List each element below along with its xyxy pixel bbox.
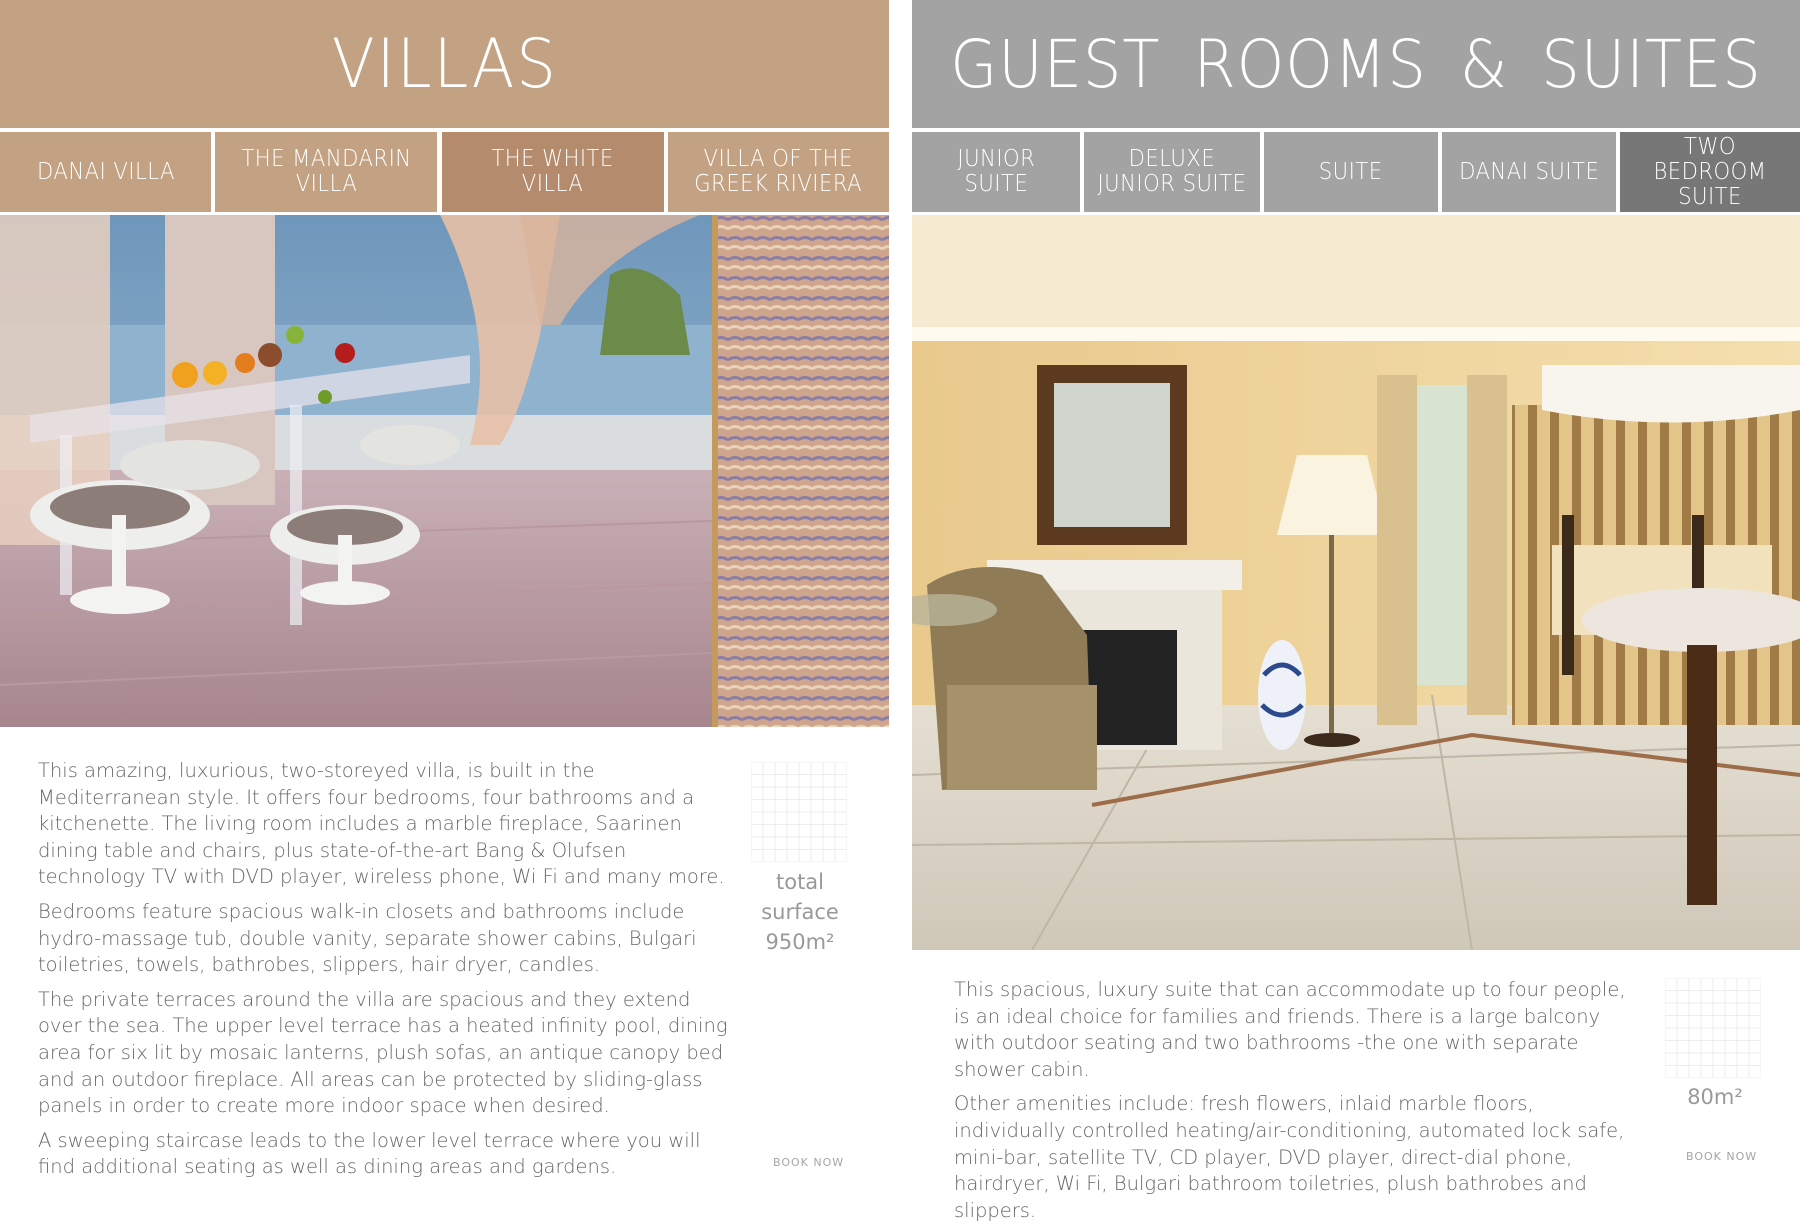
villas-title: VILLAS [331,24,558,104]
villa-description [38,758,728,1189]
tab-the-white-villa[interactable] [442,132,664,212]
tab-two-bedroom-suite[interactable] [1620,132,1800,212]
suite-paragraph-2: Other amenities include: fresh flowers, inlaid marble floors, individually controlled heating/air-conditioning, automated lock safe, mini-bar, satellite TV, CD player, DVD player, direct-dial phone, hairdryer, Wi Fi, Bulgari bathroom toiletries, plush bathrobes and slippers. [954,1092,1625,1222]
tab-label: JUNIOR SUITE [957,146,1035,197]
surface-value: 950m² [765,930,835,954]
surface-value: 80m² [1687,1085,1743,1109]
tab-label: THE MANDARIN VILLA [240,146,412,197]
rooms-header [912,0,1800,128]
tab-label: THE WHITE VILLA [491,146,615,197]
villa-surface-area [730,867,870,957]
rooms-title: GUEST ROOMS & SUITES [950,25,1762,103]
villas-header [0,0,889,128]
tab-suite[interactable] [1264,132,1438,212]
tab-label: SUITE [1319,158,1383,185]
tab-junior-suite[interactable] [912,132,1080,212]
villa-paragraph-2: Bedrooms feature spacious walk-in closets and bathrooms include hydro-massage tub, double vanity, separate shower cabins, Bulgari toiletries, towels, bathrobes, slippers, hair dryer, candles. [38,899,697,977]
tab-label: DANAI SUITE [1458,158,1600,185]
villa-book-now-link[interactable]: BOOK NOW [773,1156,845,1169]
surface-label-line-2: surface [761,900,839,924]
tab-label: DELUXE JUNIOR SUITE [1097,146,1247,197]
tab-danai-suite[interactable] [1442,132,1616,212]
floor-plan-grid-icon [751,762,847,862]
tab-the-mandarin-villa[interactable] [215,132,437,212]
villa-paragraph-3: The private terraces around the villa are spacious and they extend over the sea. The upper level terrace has a heated infinity pool, dining area for six lit by mosaic lanterns, plush sofas, an antique canopy bed and an outdoor fireplace. All areas can be protected by sliding-glass panels in order to create more indoor space when desired. [38,987,728,1118]
suite-paragraph-1: This spacious, luxury suite that can accommodate up to four people, is an ideal choice for families and friends. There is a large balcony with outdoor seating and two bathrooms -the one with separate shower cabin. [954,978,1626,1081]
suite-surface-area [1645,1082,1785,1112]
villa-paragraph-4: A sweeping staircase leads to the lower level terrace where you will find additional seating as well as dining areas and gardens. [38,1128,701,1179]
tab-label: TWO BEDROOM SUITE [1653,133,1767,210]
suite-description [954,977,1644,1232]
tab-villa-of-the-greek-riviera[interactable] [668,132,889,212]
suite-book-now-link[interactable]: BOOK NOW [1686,1150,1758,1163]
floor-plan-grid-icon [1665,978,1761,1078]
tab-danai-villa[interactable] [0,132,211,212]
tab-deluxe-junior-suite[interactable] [1084,132,1260,212]
surface-label-line-1: total [775,870,825,894]
villa-paragraph-1: This amazing, luxurious, two-storeyed villa, is built in the Mediterranean style. It offers four bedrooms, four bathrooms and a kitchenette. The living room includes a marble fireplace, Saarinen dining table and chairs, plus state-of-the-art Bang & Olufsen technology TV with DVD player, wireless phone, Wi Fi and many more. [38,759,725,889]
tab-label: VILLA OF THE GREEK RIVIERA [694,146,863,197]
suite-interior-photo [912,215,1800,950]
tab-label: DANAI VILLA [36,158,175,185]
villa-terrace-photo [0,215,889,727]
